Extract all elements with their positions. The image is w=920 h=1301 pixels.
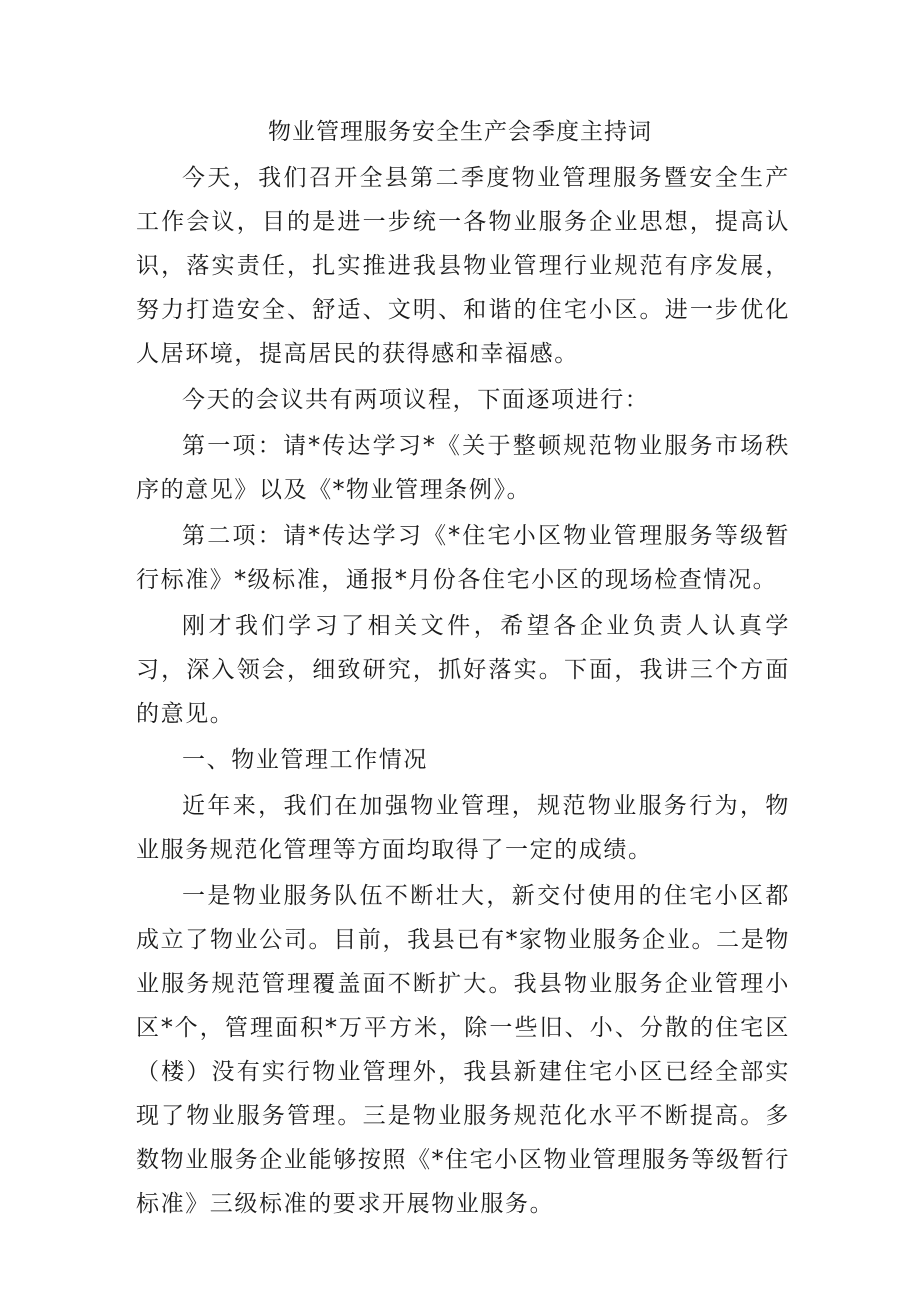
- paragraph-agenda-item-1: 第一项：请*传达学习*《关于整顿规范物业服务市场秩序的意见》以及《*物业管理条例》。: [136, 433, 790, 503]
- paragraph-section-1-details: 一是物业服务队伍不断壮大，新交付使用的住宅小区都成立了物业公司。目前，我县已有*家物业服务企业。二是物业服务规范管理覆盖面不断扩大。我县物业服务企业管理小区*个，管理面积*万平方米，除一些旧、小、分散的住宅区（楼）没有实行物业管理外，我县新建住宅小区已经全部实现了物业服务管理。三是物业服务规范化水平不断提高。多数物业服务企业能够按照《*住宅小区物业管理服务等级暂行标准》三级标准的要求开展物业服务。: [136, 883, 790, 1217]
- document-body: [136, 156, 790, 1226]
- paragraph-section-1-intro: 近年来，我们在加强物业管理，规范物业服务行为，物业服务规范化管理等方面均取得了一定的成绩。: [136, 793, 790, 863]
- paragraph-opening: 今天，我们召开全县第二季度物业管理服务暨安全生产工作会议，目的是进一步统一各物业服务企业思想，提高认识，落实责任，扎实推进我县物业管理行业规范有序发展，努力打造安全、舒适、文明、和谐的住宅小区。进一步优化人居环境，提高居民的获得感和幸福感。: [136, 165, 790, 367]
- paragraph-agenda-intro: 今天的会议共有两项议程，下面逐项进行：: [182, 387, 650, 413]
- paragraph-agenda-item-2: 第二项：请*传达学习《*住宅小区物业管理服务等级暂行标准》*级标准，通报*月份各住宅小区的现场检查情况。: [136, 523, 790, 593]
- document-title: 物业管理服务安全生产会季度主持词: [268, 119, 652, 145]
- section-heading-1: 一、物业管理工作情况: [182, 747, 428, 773]
- paragraph-transition: 刚才我们学习了相关文件，希望各企业负责人认真学习，深入领会，细致研究，抓好落实。下面，我讲三个方面的意见。: [136, 613, 790, 727]
